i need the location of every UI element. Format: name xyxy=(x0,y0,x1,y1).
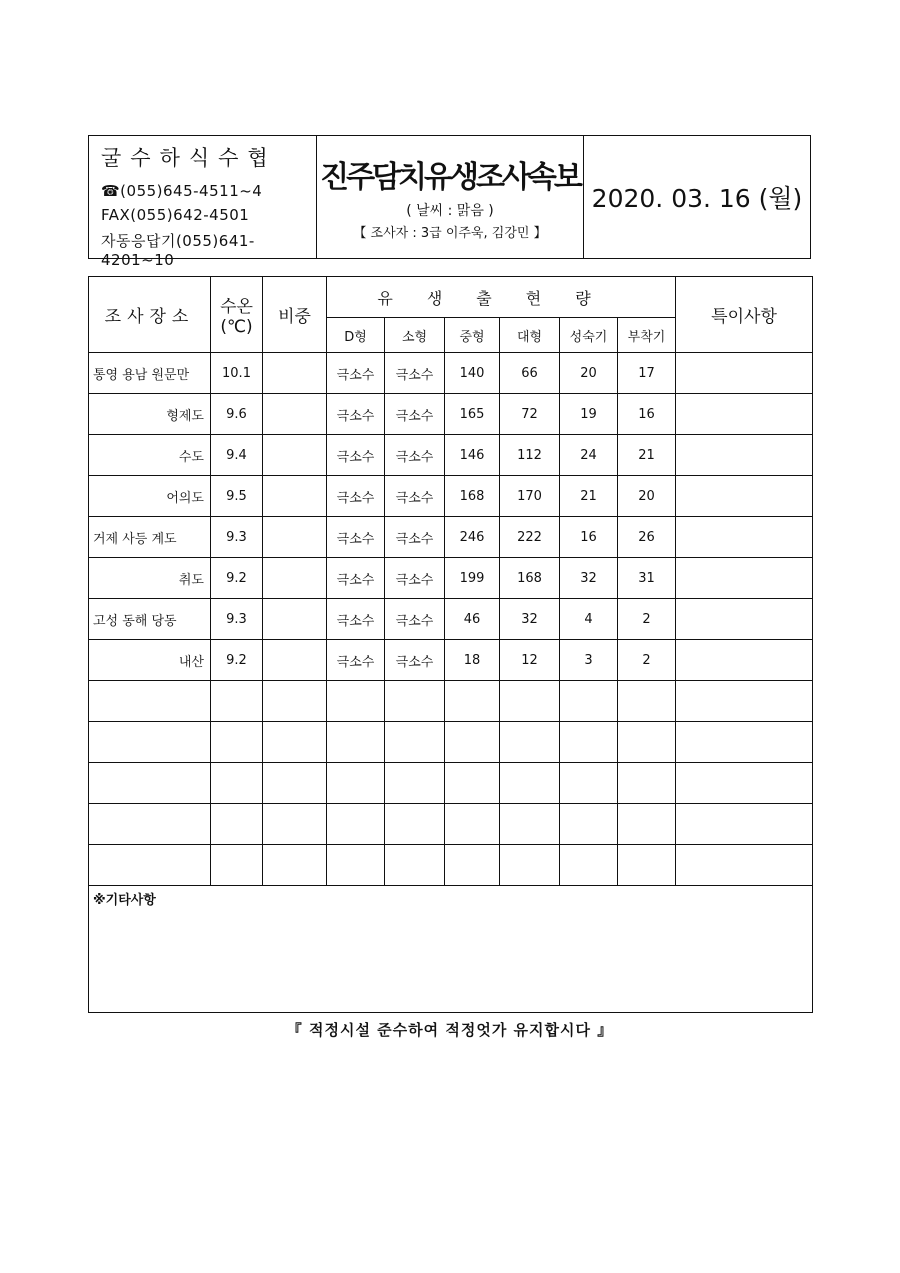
footer-slogan: 『 적정시설 준수하여 적정엇가 유지합시다 』 xyxy=(286,1021,614,1039)
cell-temp: 9.2 xyxy=(211,640,263,681)
sub-header-cell: 중형 xyxy=(445,318,500,353)
cell-mid: 146 xyxy=(445,435,500,476)
cell-site: 수도 xyxy=(89,435,211,476)
cell-small: 극소수 xyxy=(385,394,445,435)
cell-attach: 31 xyxy=(618,558,676,599)
cell-remark xyxy=(676,640,813,681)
cell-temp: 9.5 xyxy=(211,476,263,517)
cell-large: 168 xyxy=(500,558,560,599)
cell-large xyxy=(500,681,560,722)
cell-attach: 2 xyxy=(618,599,676,640)
surveyor-info: 【 조사자 : 3급 이주욱, 김강민 】 xyxy=(353,226,547,241)
cell-attach xyxy=(618,681,676,722)
cell-mid xyxy=(445,681,500,722)
cell-mature: 3 xyxy=(560,640,618,681)
cell-small: 극소수 xyxy=(385,640,445,681)
cell-gravity xyxy=(263,558,327,599)
cell-gravity xyxy=(263,804,327,845)
cell-gravity xyxy=(263,763,327,804)
sub-header-cell: 부착기 xyxy=(618,318,676,353)
cell-site xyxy=(89,722,211,763)
table-row xyxy=(89,517,813,558)
cell-temp: 9.2 xyxy=(211,558,263,599)
cell-mid: 140 xyxy=(445,353,500,394)
cell-attach xyxy=(618,763,676,804)
cell-site: 통영 용남 원문만 xyxy=(89,353,211,394)
cell-d: 극소수 xyxy=(327,599,385,640)
cell-site xyxy=(89,681,211,722)
cell-small: 극소수 xyxy=(385,476,445,517)
cell-mid: 168 xyxy=(445,476,500,517)
cell-attach xyxy=(618,845,676,886)
cell-mature xyxy=(560,722,618,763)
table-row xyxy=(89,845,813,886)
cell-d xyxy=(327,722,385,763)
cell-mature xyxy=(560,804,618,845)
cell-temp xyxy=(211,804,263,845)
cell-mid: 46 xyxy=(445,599,500,640)
cell-site: 거제 사등 계도 xyxy=(89,517,211,558)
cell-attach: 17 xyxy=(618,353,676,394)
cell-temp: 9.4 xyxy=(211,435,263,476)
cell-gravity xyxy=(263,681,327,722)
cell-site xyxy=(89,804,211,845)
cell-attach: 2 xyxy=(618,640,676,681)
cell-large: 12 xyxy=(500,640,560,681)
header-temp xyxy=(211,277,263,353)
cell-mature: 32 xyxy=(560,558,618,599)
header-temp-label: 수온 xyxy=(220,297,253,317)
cell-remark xyxy=(676,722,813,763)
cell-mature: 21 xyxy=(560,476,618,517)
cell-small xyxy=(385,763,445,804)
table-row xyxy=(89,681,813,722)
cell-d: 극소수 xyxy=(327,394,385,435)
cell-large: 72 xyxy=(500,394,560,435)
cell-small: 극소수 xyxy=(385,353,445,394)
cell-temp xyxy=(211,763,263,804)
cell-gravity xyxy=(263,476,327,517)
cell-mature: 4 xyxy=(560,599,618,640)
cell-remark xyxy=(676,599,813,640)
table-row xyxy=(89,804,813,845)
cell-small: 극소수 xyxy=(385,517,445,558)
table-row xyxy=(89,435,813,476)
table-body xyxy=(89,353,813,886)
cell-mid xyxy=(445,722,500,763)
table-row xyxy=(89,558,813,599)
cell-gravity xyxy=(263,599,327,640)
cell-d: 극소수 xyxy=(327,640,385,681)
cell-large xyxy=(500,763,560,804)
cell-temp: 9.3 xyxy=(211,517,263,558)
sub-header-cell: D형 xyxy=(327,318,385,353)
report-date: 2020. 03. 16 (월) xyxy=(591,184,803,213)
table-row xyxy=(89,353,813,394)
cell-remark xyxy=(676,476,813,517)
cell-small: 극소수 xyxy=(385,435,445,476)
cell-site xyxy=(89,845,211,886)
cell-mature: 19 xyxy=(560,394,618,435)
cell-d: 극소수 xyxy=(327,558,385,599)
survey-table xyxy=(88,276,813,1013)
cell-site: 고성 동해 당동 xyxy=(89,599,211,640)
cell-gravity xyxy=(263,722,327,763)
cell-large: 66 xyxy=(500,353,560,394)
cell-d xyxy=(327,763,385,804)
header-gravity: 비중 xyxy=(263,277,327,353)
cell-mature: 20 xyxy=(560,353,618,394)
cell-large: 222 xyxy=(500,517,560,558)
table-row xyxy=(89,476,813,517)
cell-gravity xyxy=(263,517,327,558)
cell-small xyxy=(385,845,445,886)
cell-temp: 10.1 xyxy=(211,353,263,394)
cell-small xyxy=(385,681,445,722)
cell-site: 취도 xyxy=(89,558,211,599)
cell-remark xyxy=(676,517,813,558)
cell-site: 어의도 xyxy=(89,476,211,517)
table-row xyxy=(89,640,813,681)
report-title: 진주담치유생조사속보 xyxy=(320,160,580,195)
cell-mature: 16 xyxy=(560,517,618,558)
cell-mature: 24 xyxy=(560,435,618,476)
cell-d xyxy=(327,681,385,722)
cell-site: 형제도 xyxy=(89,394,211,435)
cell-d xyxy=(327,804,385,845)
cell-temp xyxy=(211,845,263,886)
cell-temp: 9.6 xyxy=(211,394,263,435)
other-notes: ※기타사항 xyxy=(89,886,813,1013)
cell-mid: 246 xyxy=(445,517,500,558)
cell-mature xyxy=(560,681,618,722)
weather-info: ( 날씨 : 맑음 ) xyxy=(406,203,494,219)
sub-header-cell: 대형 xyxy=(500,318,560,353)
cell-large xyxy=(500,845,560,886)
cell-gravity xyxy=(263,845,327,886)
cell-remark xyxy=(676,353,813,394)
cell-mature xyxy=(560,845,618,886)
cell-mid: 165 xyxy=(445,394,500,435)
sub-header-cell: 소형 xyxy=(385,318,445,353)
org-info xyxy=(89,136,317,269)
cell-remark xyxy=(676,681,813,722)
report-header xyxy=(88,135,811,269)
fax-number: FAX(055)642-4501 xyxy=(101,206,250,224)
cell-mid xyxy=(445,845,500,886)
cell-remark xyxy=(676,845,813,886)
cell-gravity xyxy=(263,353,327,394)
cell-remark xyxy=(676,558,813,599)
cell-temp xyxy=(211,681,263,722)
cell-temp: 9.3 xyxy=(211,599,263,640)
cell-d: 극소수 xyxy=(327,517,385,558)
autoresponse-number: 자동응답기(055)641-4201~10 xyxy=(101,232,255,269)
header-site: 조사장소 xyxy=(89,277,211,353)
table-row xyxy=(89,722,813,763)
cell-mid: 18 xyxy=(445,640,500,681)
title-block xyxy=(317,136,584,258)
cell-attach xyxy=(618,804,676,845)
header-remarks: 특이사항 xyxy=(676,277,813,353)
cell-large xyxy=(500,722,560,763)
cell-large: 170 xyxy=(500,476,560,517)
cell-attach xyxy=(618,722,676,763)
cell-site: 내산 xyxy=(89,640,211,681)
sub-header-cell: 성숙기 xyxy=(560,318,618,353)
cell-remark xyxy=(676,394,813,435)
cell-gravity xyxy=(263,435,327,476)
cell-d xyxy=(327,845,385,886)
cell-large xyxy=(500,804,560,845)
cell-remark xyxy=(676,763,813,804)
cell-d: 극소수 xyxy=(327,353,385,394)
cell-small xyxy=(385,722,445,763)
cell-temp xyxy=(211,722,263,763)
cell-gravity xyxy=(263,640,327,681)
cell-remark xyxy=(676,804,813,845)
phone-number: ☎(055)645-4511~4 xyxy=(101,182,263,200)
cell-d: 극소수 xyxy=(327,476,385,517)
cell-attach: 16 xyxy=(618,394,676,435)
cell-gravity xyxy=(263,394,327,435)
cell-large: 32 xyxy=(500,599,560,640)
table-row xyxy=(89,394,813,435)
cell-site xyxy=(89,763,211,804)
cell-attach: 26 xyxy=(618,517,676,558)
cell-small xyxy=(385,804,445,845)
cell-mid: 199 xyxy=(445,558,500,599)
cell-small: 극소수 xyxy=(385,558,445,599)
header-temp-unit: (℃) xyxy=(220,317,253,337)
cell-mid xyxy=(445,804,500,845)
cell-mid xyxy=(445,763,500,804)
table-row xyxy=(89,763,813,804)
cell-attach: 20 xyxy=(618,476,676,517)
cell-small: 극소수 xyxy=(385,599,445,640)
cell-remark xyxy=(676,435,813,476)
cell-large: 112 xyxy=(500,435,560,476)
org-name: 굴수하식수협 xyxy=(101,146,277,170)
cell-mature xyxy=(560,763,618,804)
cell-d: 극소수 xyxy=(327,435,385,476)
header-larvae-group: 유생출현량 xyxy=(327,277,676,318)
table-row xyxy=(89,599,813,640)
cell-attach: 21 xyxy=(618,435,676,476)
